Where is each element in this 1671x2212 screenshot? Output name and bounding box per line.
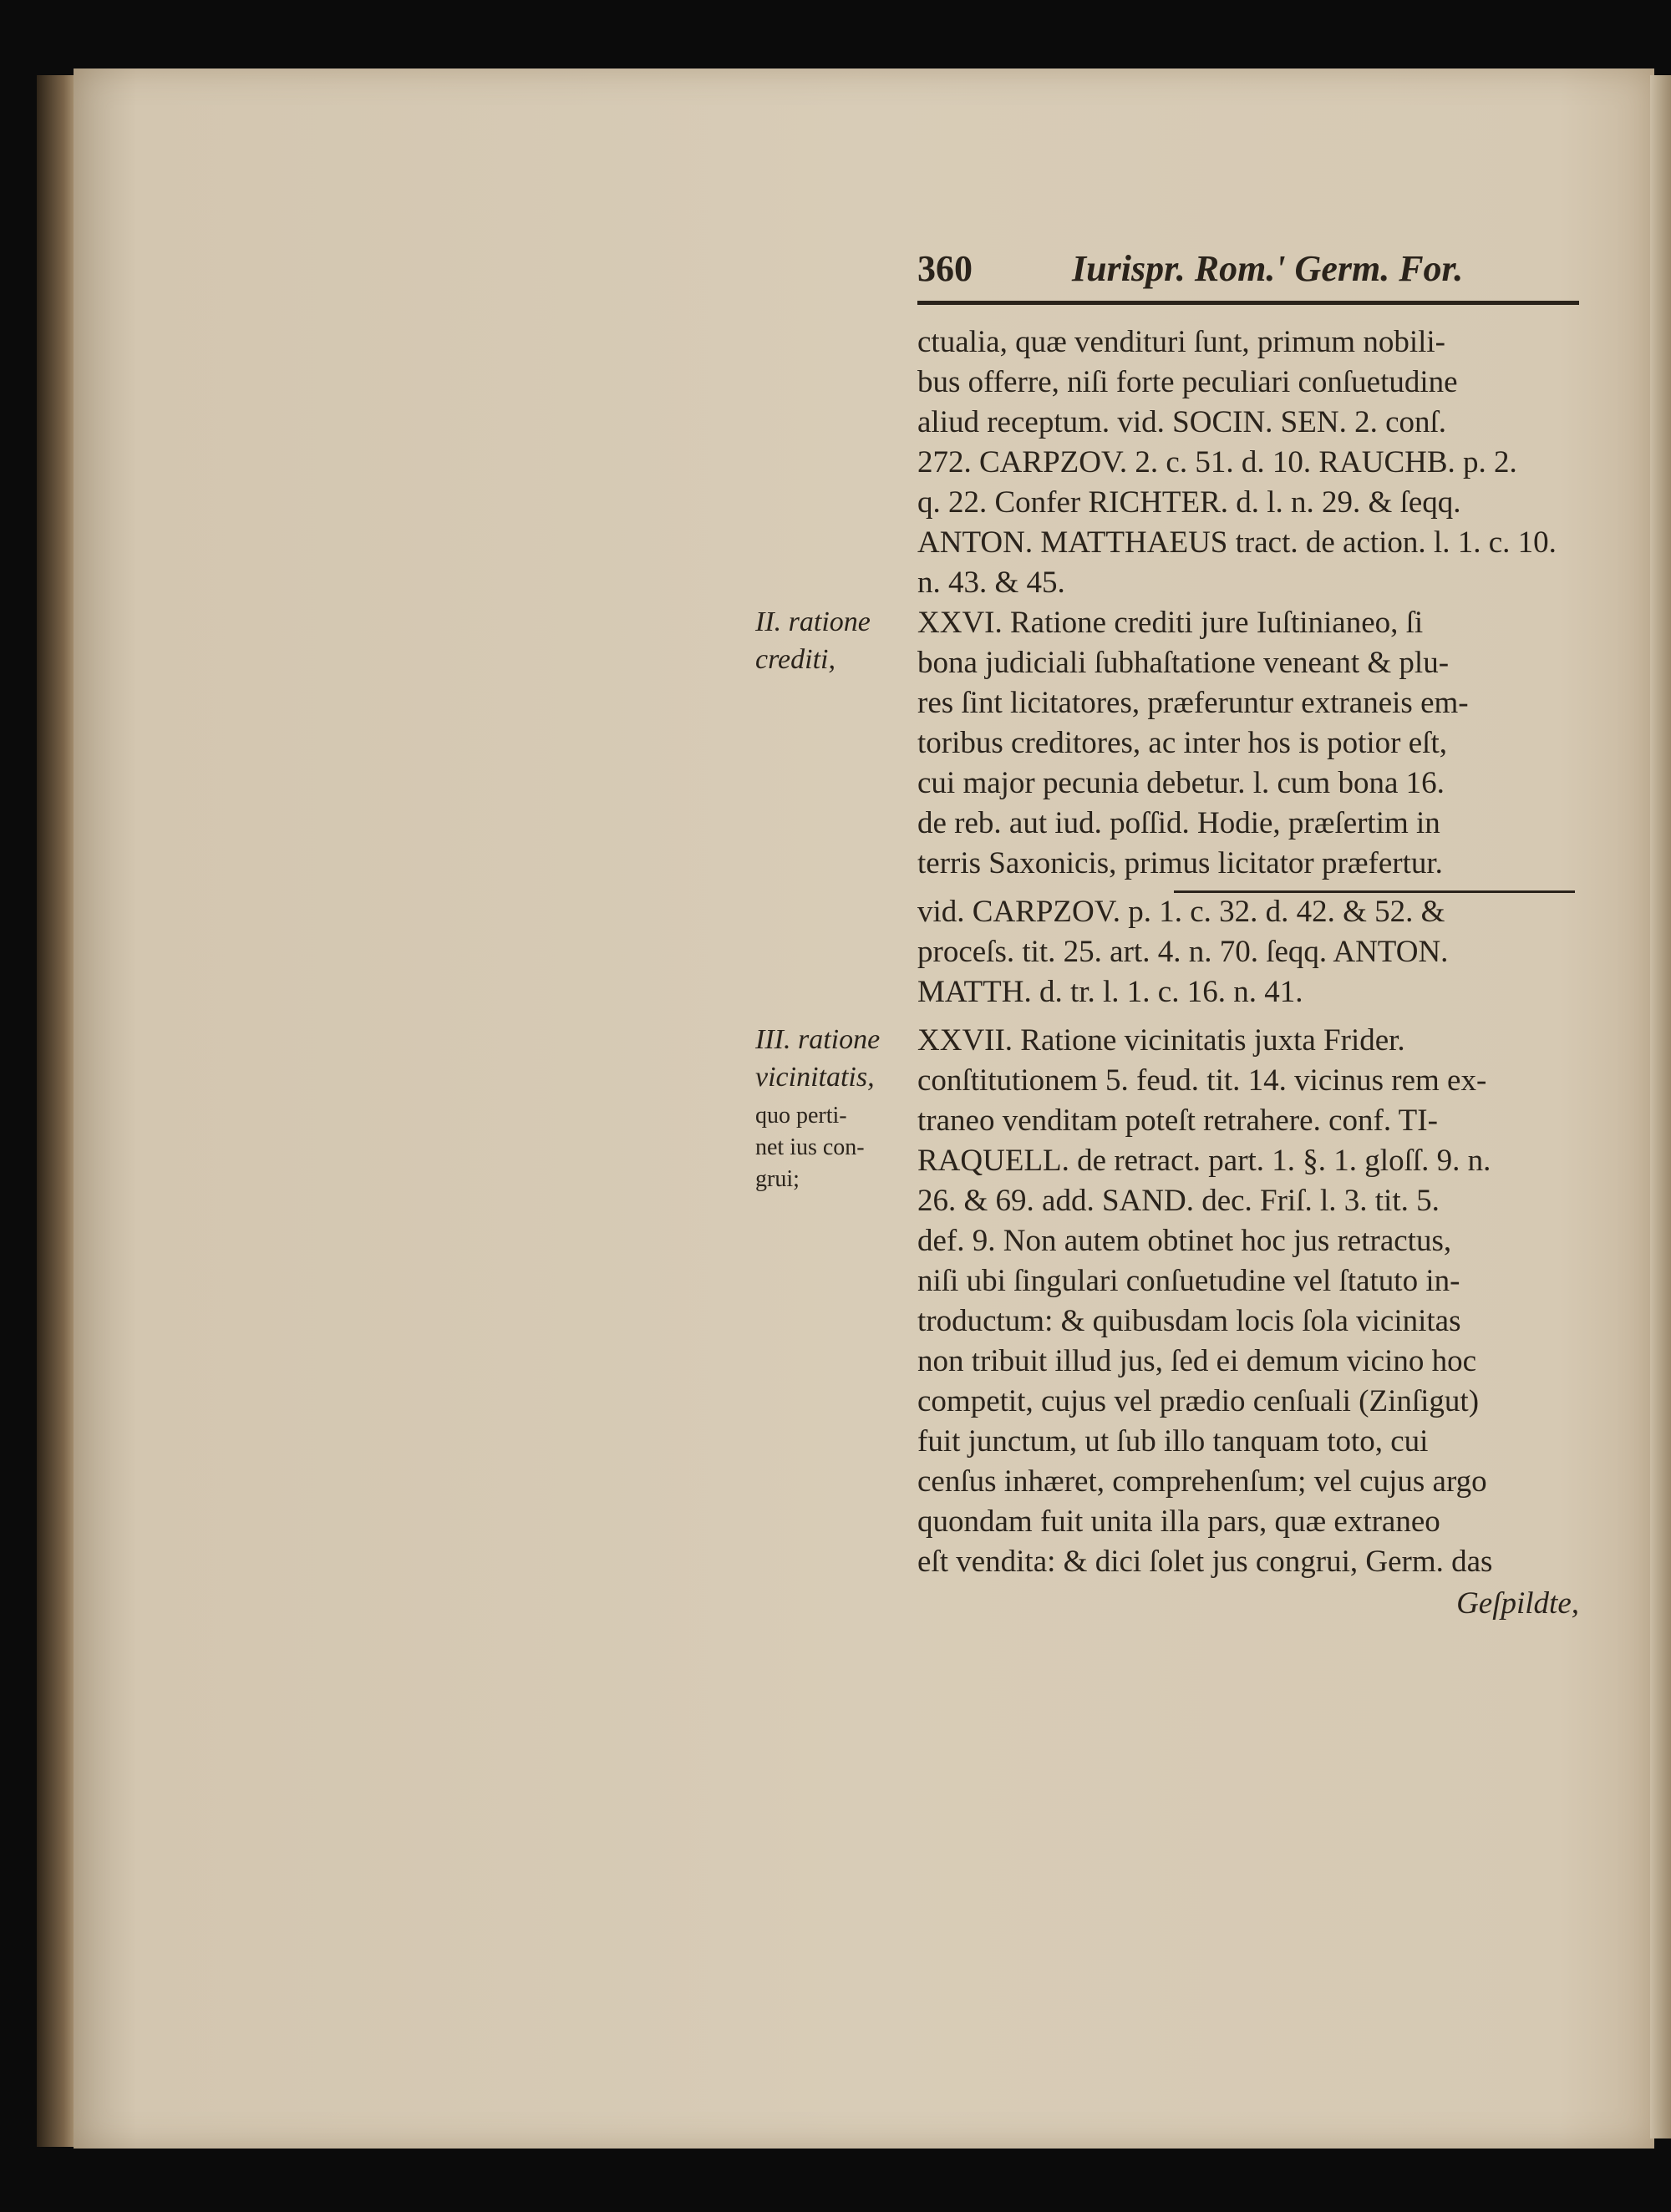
text-line: res ſint licitatores, præferuntur extraneis em- [917,686,1469,720]
text-line: troductum: & quibusdam locis ſola vicinitas [917,1304,1461,1338]
text-line: niſi ubi ſingulari conſuetudine vel ſtatuto in- [917,1264,1460,1298]
margin-note-line: II. ratione [755,606,871,637]
margin-note-line: vicinitatis, [755,1062,875,1093]
running-header [917,247,1586,297]
text-line: bus offerre, niſi forte peculiari conſuetudine [917,365,1458,399]
text-line: competit, cujus vel prædio cenſuali (Zinſigut) [917,1384,1480,1418]
page-number: 360 [917,248,973,289]
text-line: vid. CARPZOV. p. 1. c. 32. d. 42. & 52. & [917,895,1445,929]
page-left-edge [37,75,75,2147]
text-line: conſtitutionem 5. feud. tit. 14. vicinus rem ex- [917,1063,1487,1098]
text-line: 272. CARPZOV. 2. c. 51. d. 10. RAUCHB. p. 2. [917,445,1517,479]
text-line: eſt vendita: & dici ſolet jus congrui, Germ. das [917,1545,1493,1579]
margin-note-line: quo perti- [755,1103,847,1129]
text-line: cenſus inhæret, comprehenſum; vel cujus argo [917,1464,1487,1499]
margin-note-line: net ius con- [755,1134,865,1160]
margin-note-line: III. ratione [755,1024,881,1055]
text-line: bona judiciali ſubhaſtatione veneant & plu- [917,646,1450,680]
text-line: ANTON. MATTHAEUS tract. de action. l. 1. c. 10. [917,525,1557,560]
margin-note-line: crediti, [755,644,836,675]
text-line: de reb. aut iud. poſſid. Hodie, præſertim in [917,806,1440,840]
text-line: aliud receptum. vid. SOCIN. SEN. 2. conſ. [917,405,1447,439]
text-line: toribus creditores, ac inter hos is potior eſt, [917,726,1447,760]
text-line: non tribuit illud jus, ſed ei demum vicino hoc [917,1344,1476,1378]
text-line: cui major pecunia debetur. l. cum bona 16. [917,766,1445,800]
text-line: proceſs. tit. 25. art. 4. n. 70. ſeqq. ANTON. [917,935,1449,969]
text-line: def. 9. Non autem obtinet hoc jus retractus, [917,1224,1452,1258]
text-line: traneo venditam poteſt retrahere. conf. TI- [917,1103,1438,1138]
header-rule [917,301,1579,305]
text-line: n. 43. & 45. [917,566,1065,600]
text-line: ctualia, quæ vendituri ſunt, primum nobili- [917,325,1445,359]
text-line: RAQUELL. de retract. part. 1. §. 1. gloſſ. 9. n. [917,1144,1491,1178]
text-line: 26. & 69. add. SAND. dec. Friſ. l. 3. tit. 5. [917,1184,1440,1218]
catchword: Geſpildte, [1456,1586,1579,1621]
margin-note-line: grui; [755,1166,800,1192]
page-right-edge [1650,75,1671,2138]
text-line: XXVI. Ratione crediti jure Iuſtinianeo, ſi [917,606,1424,640]
text-line: quondam fuit unita illa pars, quæ extraneo [917,1504,1440,1539]
text-line: MATTH. d. tr. l. 1. c. 16. n. 41. [917,975,1303,1009]
handwritten-underline [1174,890,1575,893]
text-line: fuit junctum, ut ſub illo tanquam toto, cui [917,1424,1429,1459]
text-line: terris Saxonicis, primus licitator præfertur. [917,846,1443,880]
text-line: q. 22. Confer RICHTER. d. l. n. 29. & ſeqq. [917,485,1461,520]
text-line: XXVII. Ratione vicinitatis juxta Frider. [917,1023,1405,1058]
running-title: Iurispr. Rom.' Germ. For. [1072,248,1464,289]
